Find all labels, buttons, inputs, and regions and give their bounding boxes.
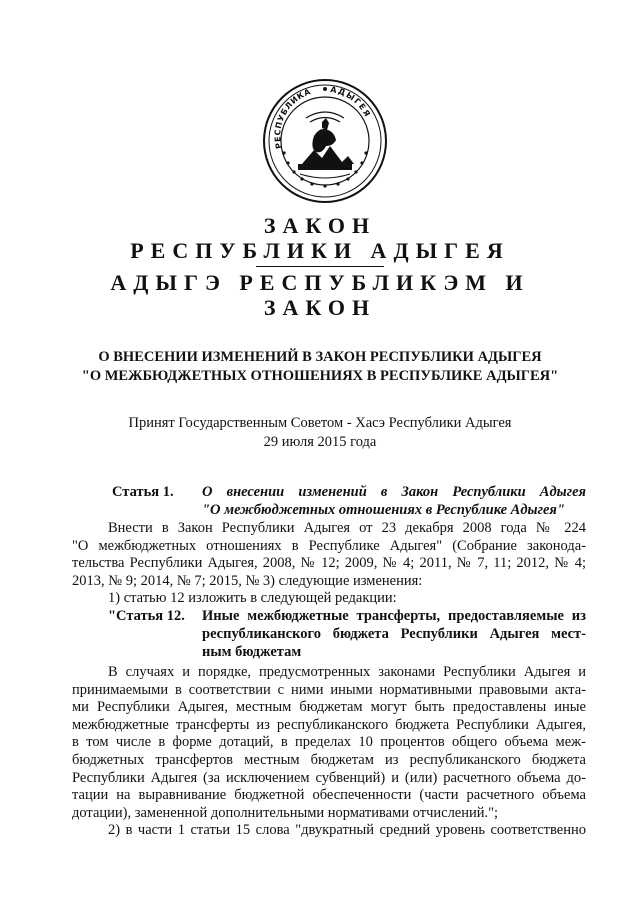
document-title-line2: "О МЕЖБЮДЖЕТНЫХ ОТНОШЕНИЯХ В РЕСПУБЛИКЕ АДЫГЕЯ" xyxy=(81,368,559,384)
paragraph-1-line: "О межбюджетных отношениях в Республике Адыгея" (Собрание законода- xyxy=(72,537,586,554)
header-law-ady: ЗАКОН xyxy=(263,295,377,320)
article-12-title-line3: ным бюджетам xyxy=(202,644,302,660)
paragraph-2 xyxy=(72,664,586,840)
document-title-line1: О ВНЕСЕНИИ ИЗМЕНЕНИЙ В ЗАКОН РЕСПУБЛИКИ АДЫГЕЯ xyxy=(98,349,542,365)
adoption-line1: Принят Государственным Советом - Хасэ Республики Адыгея xyxy=(128,415,512,431)
article-12-label: "Статья 12. xyxy=(108,608,185,624)
article-1-title-line2: "О межбюджетных отношениях в Республике Адыгея" xyxy=(202,502,565,518)
paragraph-1-line: тельства Республики Адыгея, 2008, № 12; 2009, № 4; 2011, № 7, 11; 2012, № 4; xyxy=(72,555,586,572)
paragraph-1-line: 2013, № 9; 2014, № 7; 2015, № 3) следующие изменения: xyxy=(72,572,423,589)
article-1-title-line1: О внесении изменений в Закон Республики Адыгея xyxy=(202,484,586,500)
header-republic-ady: АДЫГЭ РЕСПУБЛИКЭМ И xyxy=(110,270,530,295)
paragraph-2-line: 2) в части 1 статьи 15 слова "двукратный средний уровень соответственно xyxy=(108,822,586,839)
header-divider xyxy=(256,266,384,267)
article-12-title-line2: республиканского бюджета Республики Адыгея мест- xyxy=(202,626,586,642)
paragraph-2-line: дотации), замененной дополнительными нормативами отчислений."; xyxy=(72,804,499,821)
paragraph-2-line: в том числе в форме дотаций, в пределах 10 процентов общего объема меж- xyxy=(72,734,586,751)
paragraph-2-line: принимаемыми в соответствии с ними иными нормативными правовыми акта- xyxy=(72,681,586,698)
adoption-date: 29 июля 2015 года xyxy=(263,434,377,450)
paragraph-2-line: В случаях и порядке, предусмотренных законами Республики Адыгея и xyxy=(108,664,586,680)
emblem-ring-text-right: АДЫГЕЯ xyxy=(329,84,373,120)
paragraph-1-line: 1) статью 12 изложить в следующей редакции: xyxy=(108,590,397,607)
article-1-label: Статья 1. xyxy=(112,484,174,500)
header-law-ru: ЗАКОН xyxy=(263,213,377,238)
coat-of-arms-icon xyxy=(262,78,388,204)
paragraph-2-line: бюджетных трансфертов местным бюджетам из республиканского бюджета xyxy=(72,751,586,768)
paragraph-2-line: ми Республики Адыгея, местным бюджетам могут быть предоставлены иные xyxy=(72,699,586,716)
paragraph-2-line: тации на выравнивание бюджетной обеспеченности (части расчетного объема xyxy=(72,787,586,804)
paragraph-2-line: Республики Адыгея (за исключением субвенций) и (или) расчетного объема до- xyxy=(72,769,586,786)
paragraph-1-line: Внести в Закон Республики Адыгея от 23 декабря 2008 года № 224 xyxy=(108,520,586,536)
paragraph-1 xyxy=(72,520,586,608)
header-republic-ru: РЕСПУБЛИКИ АДЫГЕЯ xyxy=(130,238,510,263)
emblem-ring-text-left: РЕСПУБЛИКА xyxy=(273,87,313,150)
paragraph-2-line: межбюджетные трансферты из республиканского бюджета Республики Адыгея, xyxy=(72,716,586,733)
article-12-title-line1: Иные межбюджетные трансферты, предоставляемые из xyxy=(202,608,586,624)
